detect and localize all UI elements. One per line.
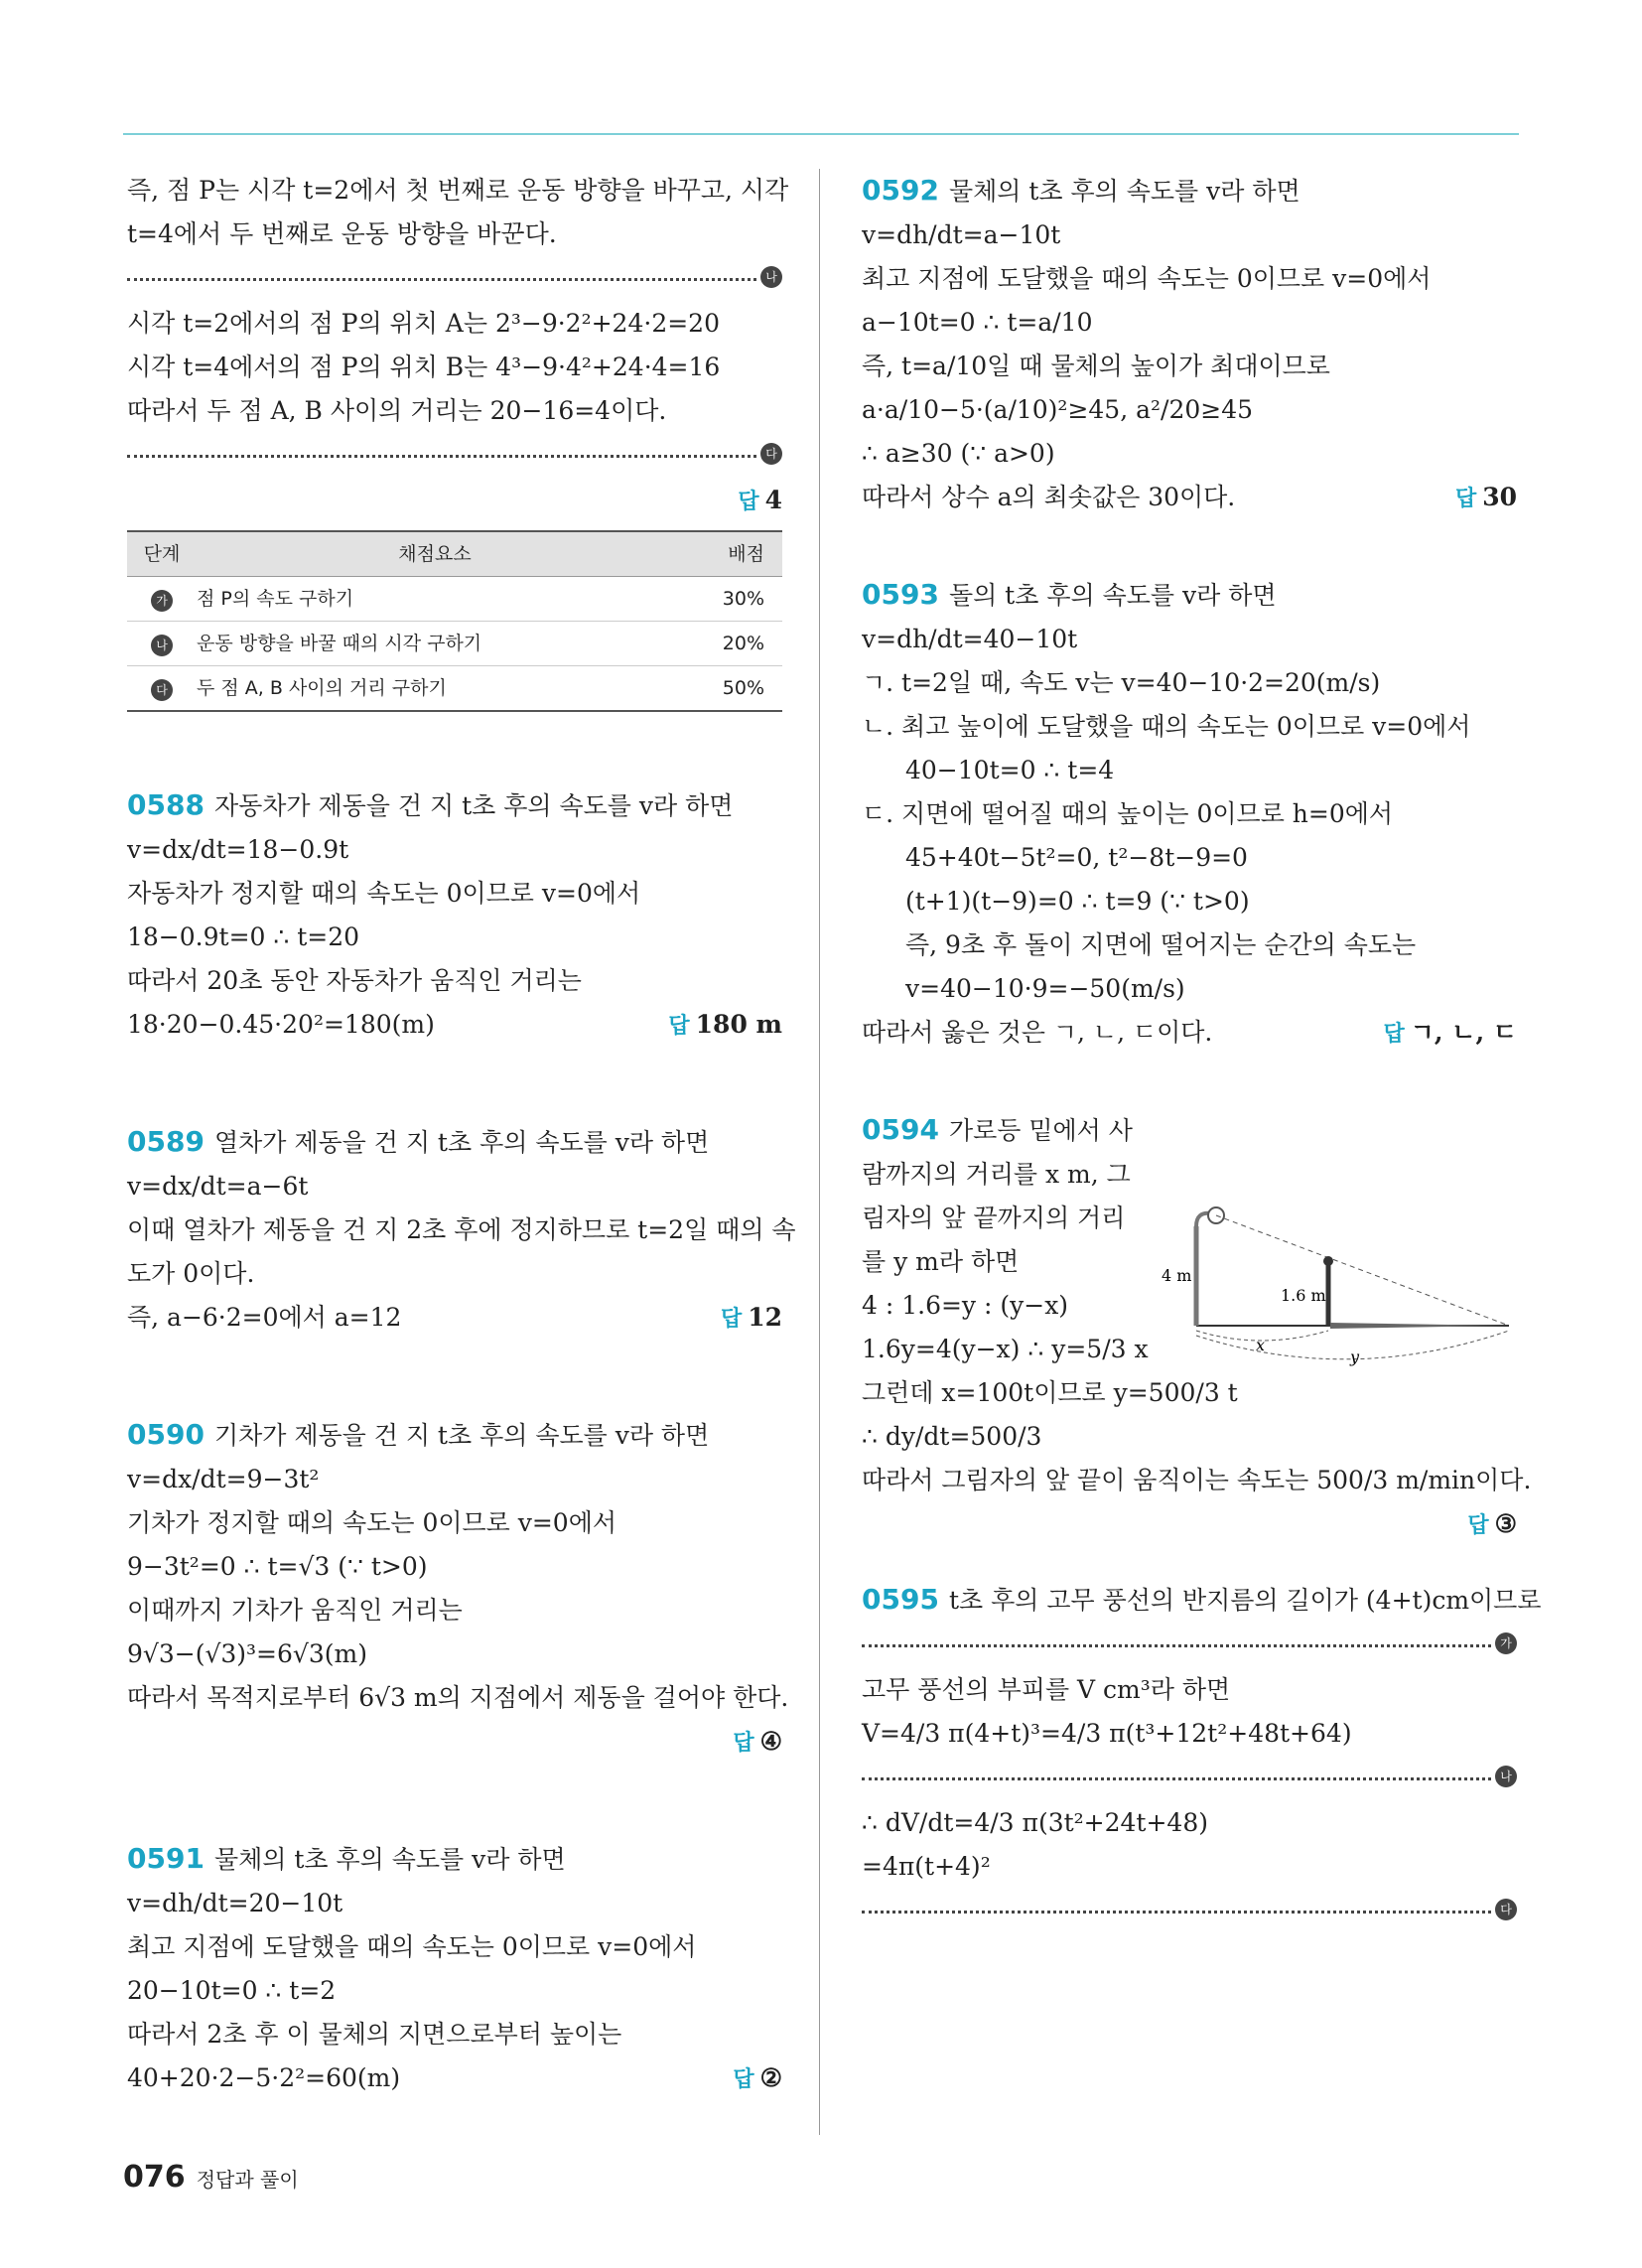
table-cell-item: 운동 방향을 바꿀 때의 시각 구하기 [197, 622, 673, 666]
right-column [862, 169, 1542, 1934]
table-header-step: 단계 [127, 531, 197, 577]
problem-0593-line: v=40−10·9=−50(m/s) [905, 974, 1185, 1003]
problem-0590-line: 9−3t²=0 ∴ t=√3 (∵ t>0) [127, 1552, 428, 1581]
problem-0595-line: 고무 풍선의 부피를 V cm³라 하면 [862, 1675, 1231, 1704]
footer-label: 정답과 풀이 [196, 2168, 299, 2192]
problem-0592-answer: 따라서 상수 a의 최솟값은 30이다. 답 30 [862, 483, 1517, 511]
problem-0589-line: v=dx/dt=a−6t [127, 1172, 309, 1201]
page-number: 076 [123, 2160, 186, 2195]
intro-line-1: 즉, 점 P는 시각 t=2에서 첫 번째로 운동 방향을 바꾸고, 시각 [127, 176, 789, 205]
problem-0588-title: 0588 자동차가 제동을 건 지 t초 후의 속도를 v라 하면 [127, 788, 734, 821]
x-label: x [1256, 1336, 1266, 1354]
page-footer [123, 2160, 299, 2195]
problem-0593-line: 즉, 9초 후 돌이 지면에 떨어지는 순간의 속도는 [905, 930, 1417, 959]
scoring-table [127, 530, 782, 712]
table-header-score: 배점 [673, 531, 782, 577]
table-cell-score: 50% [673, 666, 782, 712]
problem-0594-line: 림자의 앞 끝까지의 거리 [862, 1204, 1126, 1232]
problem-0588-line: 18−0.9t=0 ∴ t=20 [127, 922, 360, 951]
problem-0593-line: 40−10t=0 ∴ t=4 [905, 756, 1115, 784]
step-b-icon: 나 [151, 635, 173, 656]
problem-0594-line: 람까지의 거리를 x m, 그 [862, 1160, 1131, 1189]
problem-0594-title: 0594 가로등 밑에서 사 [862, 1113, 1133, 1146]
problem-0592-line: v=dh/dt=a−10t [862, 220, 1061, 249]
problem-0592-title: 0592 물체의 t초 후의 속도를 v라 하면 [862, 174, 1300, 207]
problem-0589-answer: 즉, a−6·2=0에서 a=12 답 12 [127, 1303, 782, 1332]
person-head-icon [1323, 1256, 1333, 1266]
problem-0592-line: ∴ a≥30 (∵ a>0) [862, 439, 1055, 468]
header-rule [123, 133, 1519, 135]
problem-0592-line: a−10t=0 ∴ t=a/10 [862, 308, 1093, 337]
problem-0592-line: 즉, t=a/10일 때 물체의 높이가 최대이므로 [862, 352, 1330, 380]
problem-0592-line: a·a/10−5·(a/10)²≥45, a²/20≥45 [862, 395, 1254, 424]
table-row [127, 666, 782, 712]
problem-0590-line: v=dx/dt=9−3t² [127, 1465, 320, 1493]
problem-0590-line: 이때까지 기차가 움직인 거리는 [127, 1596, 463, 1625]
problem-0591-line: v=dh/dt=20−10t [127, 1889, 343, 1917]
problem-0588-line: 따라서 20초 동안 자동차가 움직인 거리는 [127, 966, 582, 995]
problem-0594-line: 1.6y=4(y−x) ∴ y=5/3 x [862, 1335, 1149, 1363]
problem-0595-title: 0595 t초 후의 고무 풍선의 반지름의 길이가 (4+t)cm이므로 [862, 1583, 1542, 1616]
problem-0591-line: 20−10t=0 ∴ t=2 [127, 1976, 337, 2005]
part-b-line-1: 시각 t=2에서의 점 P의 위치 A는 2³−9·2²+24·2=20 [127, 309, 720, 338]
answer-prev: 답 4 [738, 486, 782, 514]
problem-0588-line: v=dx/dt=18−0.9t [127, 835, 349, 864]
badge-a-icon: 가 [1495, 1632, 1517, 1654]
problem-0593-title: 0593 돌의 t초 후의 속도를 v라 하면 [862, 578, 1277, 611]
problem-0591-title: 0591 물체의 t초 후의 속도를 v라 하면 [127, 1842, 566, 1875]
problem-0592-line: 최고 지점에 도달했을 때의 속도는 0이므로 v=0에서 [862, 264, 1432, 293]
problem-0593-answer: 따라서 옳은 것은 ㄱ, ㄴ, ㄷ이다. 답 ㄱ, ㄴ, ㄷ [862, 1018, 1517, 1047]
problem-0588-line: 자동차가 정지할 때의 속도는 0이므로 v=0에서 [127, 879, 641, 908]
table-row [127, 577, 782, 622]
problem-0591-answer: 40+20·2−5·2²=60(m) 답 ② [127, 2063, 782, 2092]
problem-0593-line: v=dh/dt=40−10t [862, 625, 1078, 653]
y-label: y [1350, 1347, 1360, 1366]
problem-0594-line: 를 y m라 하면 [862, 1247, 1020, 1276]
problem-0594-line: 그런데 x=100t이므로 y=500/3 t [862, 1378, 1238, 1407]
part-b-line-2: 시각 t=4에서의 점 P의 위치 B는 4³−9·4²+24·4=16 [127, 353, 721, 381]
section-divider-b2 [862, 1764, 1517, 1793]
problem-0589-line: 도가 0이다. [127, 1259, 255, 1288]
badge-c2-icon: 다 [1495, 1899, 1517, 1920]
problem-0594-line: 따라서 그림자의 앞 끝이 움직이는 속도는 500/3 m/min이다. [862, 1466, 1532, 1494]
table-cell-score: 30% [673, 577, 782, 622]
section-divider-b [127, 264, 782, 294]
intro-line-2: t=4에서 두 번째로 운동 방향을 바꾼다. [127, 219, 557, 248]
problem-0589-line: 이때 열차가 제동을 건 지 2초 후에 정지하므로 t=2일 때의 속 [127, 1215, 796, 1244]
problem-0590-answer: 답 ④ [733, 1727, 782, 1756]
badge-b2-icon: 나 [1495, 1766, 1517, 1787]
problem-0595-line: =4π(t+4)² [862, 1852, 991, 1881]
problem-0594-line: 4 : 1.6=y : (y−x) [862, 1291, 1069, 1320]
problem-0595-line: V=4/3 π(4+t)³=4/3 π(t³+12t²+48t+64) [862, 1719, 1352, 1748]
left-column [127, 169, 796, 2102]
problem-0590-line: 기차가 정지할 때의 속도는 0이므로 v=0에서 [127, 1508, 617, 1537]
shadow-shape [1330, 1323, 1509, 1329]
problem-0594-line: ∴ dy/dt=500/3 [862, 1422, 1042, 1451]
lamp-height-label: 4 m [1162, 1266, 1192, 1285]
badge-b-icon: 나 [760, 266, 782, 288]
column-divider [819, 169, 820, 2135]
problem-0594-answer: 답 ③ [1467, 1509, 1517, 1538]
step-a-icon: 가 [151, 590, 173, 612]
section-divider-c2 [862, 1897, 1517, 1926]
light-ray [1216, 1215, 1509, 1326]
table-row [127, 622, 782, 666]
problem-0590-title: 0590 기차가 제동을 건 지 t초 후의 속도를 v라 하면 [127, 1418, 710, 1451]
problem-0590-line: 9√3−(√3)³=6√3(m) [127, 1639, 367, 1668]
problem-0593-line: (t+1)(t−9)=0 ∴ t=9 (∵ t>0) [905, 887, 1250, 916]
problem-0593-line: ㄱ. t=2일 때, 속도 v는 v=40−10·2=20(m/s) [862, 668, 1381, 697]
problem-0590-line: 따라서 목적지로부터 6√3 m의 지점에서 제동을 걸어야 한다. [127, 1683, 789, 1712]
table-header-item: 채점요소 [197, 531, 673, 577]
problem-0591-line: 최고 지점에 도달했을 때의 속도는 0이므로 v=0에서 [127, 1932, 697, 1961]
problem-0593-line: ㄷ. 지면에 떨어질 때의 높이는 0이므로 h=0에서 [862, 799, 1394, 828]
table-cell-item: 점 P의 속도 구하기 [197, 577, 673, 622]
badge-c-icon: 다 [760, 443, 782, 465]
problem-0595-line: ∴ dV/dt=4/3 π(3t²+24t+48) [862, 1808, 1208, 1837]
problem-0589-title: 0589 열차가 제동을 건 지 t초 후의 속도를 v라 하면 [127, 1125, 710, 1158]
section-divider-c [127, 441, 782, 471]
section-divider-a [862, 1630, 1517, 1660]
streetlight-diagram [1162, 1202, 1519, 1380]
problem-0593-line: 45+40t−5t²=0, t²−8t−9=0 [905, 843, 1248, 872]
table-cell-score: 20% [673, 622, 782, 666]
problem-0588-answer: 18·20−0.45·20²=180(m) 답 180 m [127, 1010, 782, 1039]
problem-0593-line: ㄴ. 최고 높이에 도달했을 때의 속도는 0이므로 v=0에서 [862, 712, 1471, 741]
problem-0591-line: 따라서 2초 후 이 물체의 지면으로부터 높이는 [127, 2020, 622, 2049]
person-height-label: 1.6 m [1281, 1286, 1326, 1305]
part-b-line-3: 따라서 두 점 A, B 사이의 거리는 20−16=4이다. [127, 396, 667, 425]
table-cell-item: 두 점 A, B 사이의 거리 구하기 [197, 666, 673, 712]
step-c-icon: 다 [151, 679, 173, 701]
